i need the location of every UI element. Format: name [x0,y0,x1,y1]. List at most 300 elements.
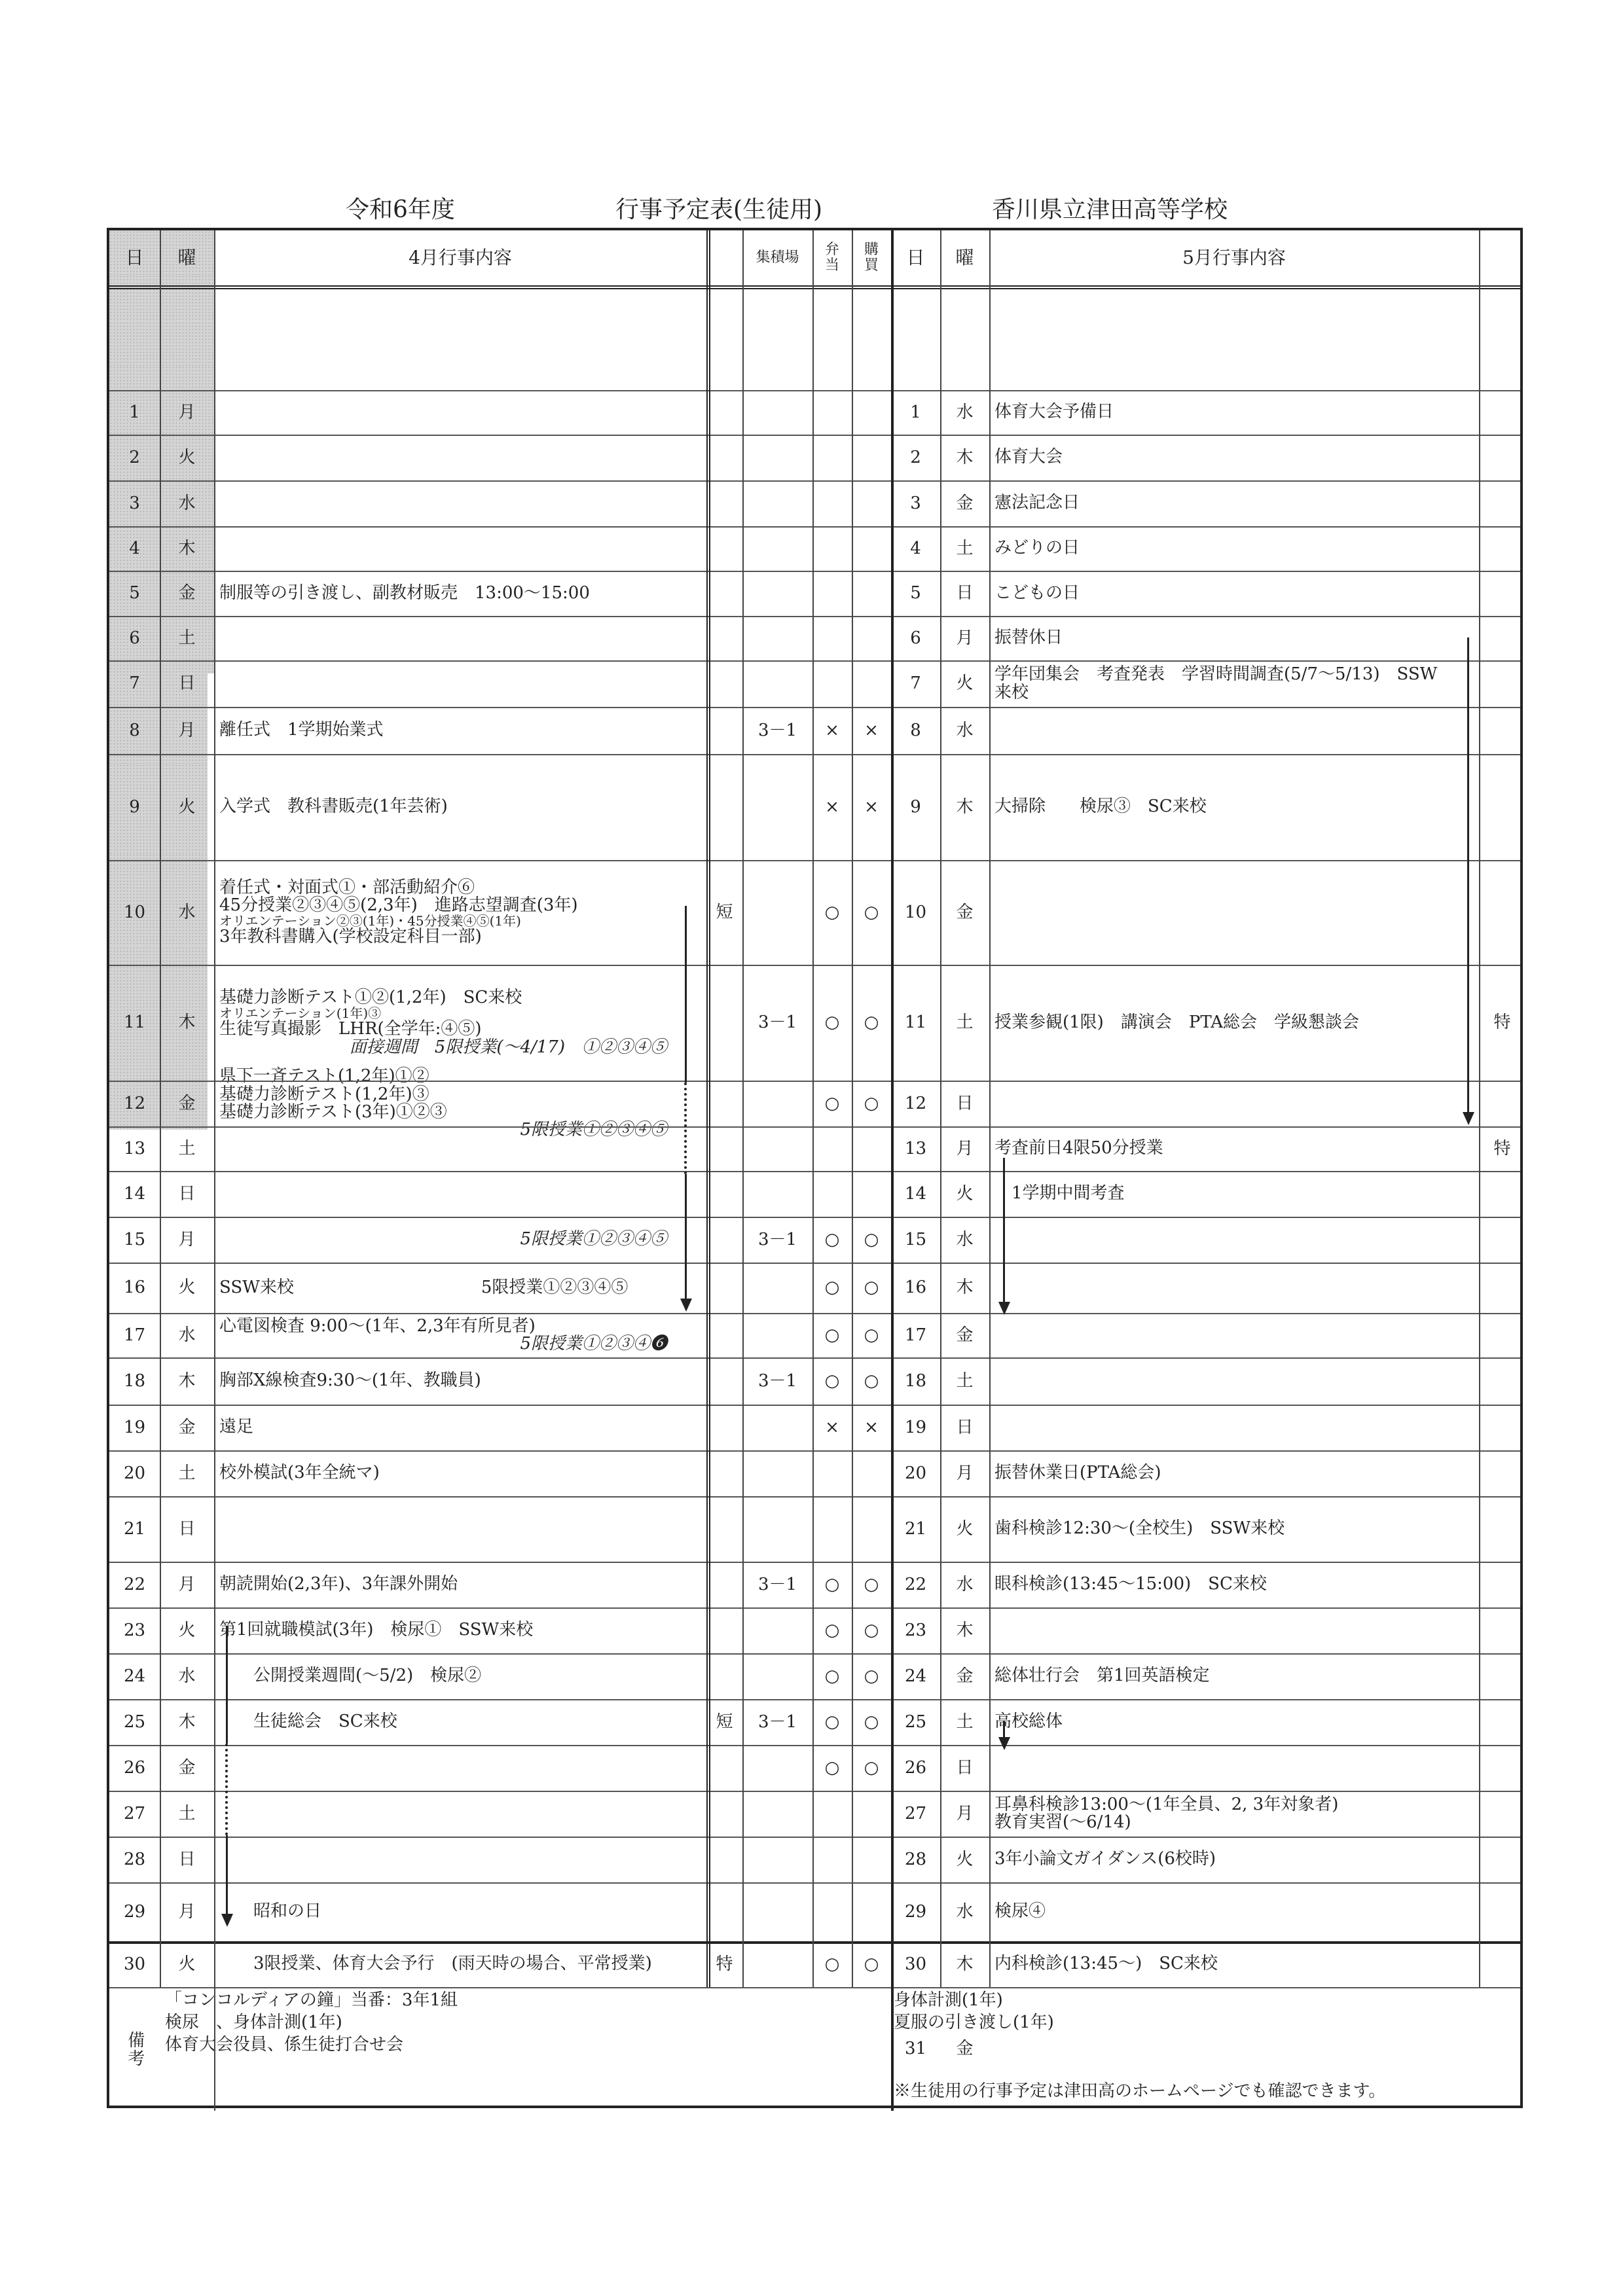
column-header-weekday: 曜 [955,246,974,268]
row-divider [109,526,1520,528]
april-mark [706,1405,742,1450]
assembly-place [742,660,812,707]
april-mark [706,707,742,754]
april-weekday: 火 [178,797,196,817]
may-weekday: 金 [956,1325,974,1345]
event-line: 校外模試(3年全統マ) [219,1463,380,1483]
may-mark [1479,1081,1525,1126]
row-divider [109,754,1520,755]
assembly-place [742,616,812,660]
april-weekday: 月 [178,1901,196,1922]
april-day: 1 [129,402,140,422]
bento-status: ○ [824,1712,840,1732]
event-line: 5限授業①②③④⑤ [520,1229,667,1249]
event-line: 振替休業日(PTA総会) [994,1463,1161,1483]
may-weekday: 日 [956,583,974,603]
bento-status: ○ [824,1757,840,1778]
april-event [214,1450,706,1496]
purchase-status: ○ [864,1666,879,1686]
may-mark [1479,860,1525,965]
event-line: 授業参観(1限) 講演会 PTA総会 学級懇談会 [994,1012,1360,1032]
event-line: 基礎力診断テスト①②(1,2年) SC来校 [219,988,522,1008]
april-weekday: 日 [178,1849,196,1869]
event-line: SSW来校 5限授業①②③④⑤ [219,1277,629,1297]
april-mark [706,390,742,435]
may-weekday: 月 [956,628,974,648]
row-divider [109,1217,1520,1218]
row-divider [109,1607,1520,1609]
event-line: 生徒写真撮影 LHR(全学年:④⑤) [219,1019,482,1039]
column-divider [989,230,991,1987]
may-event [989,616,1479,660]
row-divider [109,1653,1520,1655]
april-weekday: 火 [178,1620,196,1640]
purchase-status [852,616,891,660]
april-event [214,1263,706,1313]
april-event [214,1126,706,1171]
event-line: 生徒総会 SC来校 [219,1712,397,1732]
bento-status: ○ [824,1013,840,1033]
april-mark [706,616,742,660]
column-divider [160,230,161,1987]
april-weekday: 月 [178,1574,196,1594]
april-mark: 短 [716,902,733,922]
bento-status [812,390,852,435]
may-mark [1479,1745,1525,1791]
may-mark [1479,1607,1525,1653]
row-divider [109,1171,1520,1172]
may-weekday: 土 [956,538,974,558]
april-weekday: 火 [178,447,196,467]
bento-status [812,1791,852,1837]
april-event [214,1171,706,1217]
row-divider [109,390,1520,391]
row-divider [109,1699,1520,1700]
may-event [989,965,1479,1081]
note-line: 「コンコルディアの鐘」当番：3年1組 [165,1990,458,2010]
bento-status: ○ [824,1620,840,1640]
purchase-status [852,1126,891,1171]
purchase-status [852,390,891,435]
event-line: 第1回就職模試(3年) 検尿① SSW来校 [219,1620,534,1640]
april-day: 22 [123,1574,146,1594]
april-event [214,1217,706,1263]
arrow-head-icon [998,1302,1010,1315]
april-weekday: 水 [178,1666,196,1686]
note-line: 体育大会役員、係生徒打合せ会 [165,2034,404,2054]
may-event [989,1126,1479,1171]
holiday-shade [109,321,214,366]
april-event [214,707,706,754]
event-line: 5限授業①②③④⑤ [520,1120,667,1140]
assembly-place [742,1126,812,1171]
open-class-week-arrow [226,1626,228,1744]
bento-status [812,435,852,480]
may-event [989,435,1479,480]
may-day: 23 [904,1620,927,1640]
row-divider [109,435,1520,436]
bento-status [812,1171,852,1217]
column-divider [706,230,710,1987]
april-event [214,660,706,707]
bento-status: × [825,1417,839,1437]
event-line: こどもの日 [994,583,1080,603]
may-weekday: 木 [956,1954,974,1974]
april-mark [706,1357,742,1405]
school-name: 香川県立津田高等学校 [992,196,1228,223]
row-divider [109,1791,1520,1792]
may-weekday: 水 [956,1574,974,1594]
event-line: オリエンテーション②③(1年)・45分授業④⑤(1年) [219,913,521,929]
may-weekday: 金 [956,902,974,922]
row-divider [109,1313,1520,1314]
april-mark [706,571,742,616]
may-day: 13 [904,1138,927,1158]
assembly-place [742,1987,812,2111]
may-mark [1479,1450,1525,1496]
april-mark [706,1745,742,1791]
may-event [989,860,1479,965]
may-weekday: 水 [956,1229,974,1249]
event-line: 基礎力診断テスト(1,2年)③ [219,1084,429,1104]
april-event [214,1496,706,1562]
may-event [989,1171,1479,1217]
april-mark [706,1217,742,1263]
april-event [214,1837,706,1882]
event-line: 胸部X線検査9:30～(1年、教職員) [219,1371,481,1391]
april-mark [706,660,742,707]
april-event [214,571,706,616]
may-event [989,390,1479,435]
row-divider [109,1941,1520,1944]
row-divider [109,1450,1520,1452]
may-event [989,1450,1479,1496]
event-line: 朝読開始(2,3年)、3年課外開始 [219,1574,458,1594]
april-weekday: 水 [178,902,196,922]
april-day: 18 [123,1371,146,1391]
may-mark: 特 [1493,1138,1511,1158]
may-weekday: 水 [956,1901,974,1922]
may-day: 15 [904,1229,927,1249]
purchase-status [852,1882,891,1941]
event-line: 3限授業、体育大会予行 (雨天時の場合、平常授業) [219,1954,652,1974]
event-line: 1学期中間考査 [994,1183,1125,1204]
may-day: 3 [910,493,921,513]
may-mark [1479,1357,1525,1405]
assembly-place [742,1882,812,1941]
april-event [214,1405,706,1450]
may-event [989,1745,1479,1791]
april-day: 27 [123,1803,146,1823]
april-event [214,1562,706,1607]
event-line: 県下一斉テスト(1,2年)①② [219,1066,429,1086]
may-weekday: 日 [956,1757,974,1778]
assembly-place [742,1607,812,1653]
bento-status [812,526,852,571]
may-day: 24 [904,1666,927,1686]
may-mark [1479,390,1525,435]
april-weekday: 日 [178,673,196,694]
event-line: 耳鼻科検診13:00～(1年全員、2, 3年対象者) [994,1794,1339,1814]
column-divider [214,230,215,2111]
may-weekday: 月 [956,1463,974,1483]
assembly-place [742,1941,812,1987]
april-weekday: 土 [178,1138,196,1158]
april-mark [706,1653,742,1699]
row-divider [109,1745,1520,1746]
may-day: 27 [904,1803,927,1823]
may-event [989,1882,1479,1941]
may-mark [1479,1562,1525,1607]
may-mark [1479,1313,1525,1357]
assembly-place [742,480,812,526]
interview-week-arrow [685,906,687,1083]
event-line: 内科検診(13:45～) SC来校 [994,1954,1218,1974]
column-divider [812,230,814,1987]
purchase-status [852,571,891,616]
april-mark [706,754,742,860]
event-line: 昭和の日 [219,1901,322,1922]
may-weekday: 水 [956,720,974,740]
event-line: 心電図検査 9:00～(1年、2,3年有所見者) [219,1316,536,1336]
may-day: 16 [904,1278,927,1298]
april-event [214,1607,706,1653]
row-divider [109,965,1520,966]
purchase-status: ○ [864,1712,879,1732]
may-day: 21 [904,1518,927,1539]
fiscal-year: 令和6年度 [346,196,455,223]
event-line: 高校総体 [994,1712,1063,1732]
event-line: 離任式 1学期始業式 [219,720,384,740]
april-weekday: 金 [178,1757,196,1778]
purchase-status: ○ [864,1574,879,1594]
may-day: 10 [904,902,927,922]
event-line: 総体壮行会 第1回英語検定 [994,1666,1210,1686]
event-line: 45分授業②③④⑤(2,3年) 進路志望調査(3年) [219,895,578,915]
row-divider [109,1882,1520,1884]
assembly-place [742,526,812,571]
may-weekday: 火 [956,1849,974,1869]
may-mark: 特 [1493,1013,1511,1033]
bento-status: ○ [824,902,840,922]
arrow-head-icon [998,1737,1010,1750]
column-divider [852,230,853,1987]
column-header-may-events: 5月行事内容 [1182,246,1286,268]
april-event [214,965,706,1081]
may-mark [1479,1837,1525,1882]
event-line: 教育実習(～6/14) [994,1812,1131,1832]
row-divider [109,1496,1520,1498]
may-event [989,1313,1479,1357]
may-weekday: 金 [956,2039,974,2059]
april-weekday: 木 [178,1371,196,1391]
april-event [214,1941,706,1987]
april-day: 2 [129,447,140,467]
april-event [214,1653,706,1699]
row-divider [109,660,1520,662]
event-line: 眼科検診(13:45～15:00) SC来校 [994,1574,1267,1594]
may-weekday: 木 [956,797,974,817]
april-weekday: 金 [178,1417,196,1437]
may-mark [1479,1941,1525,1987]
april-weekday: 月 [178,402,196,422]
april-event [214,390,706,435]
april-day: 13 [123,1138,146,1158]
may-weekday: 金 [956,1666,974,1686]
april-event [214,480,706,526]
assembly-place: 3－1 [757,1712,797,1732]
purchase-status [852,1450,891,1496]
april-day: 23 [123,1620,146,1640]
may-day: 18 [904,1371,927,1391]
may-event [989,754,1479,860]
april-day: 5 [129,583,140,603]
may-weekday: 月 [956,1803,974,1823]
bento-status [812,1837,852,1882]
may-event [989,1405,1479,1450]
april-mark [706,1263,742,1313]
arrow-head-icon [680,1299,692,1312]
may-event [989,526,1479,571]
may-event [989,1263,1479,1313]
row-divider [109,1081,1520,1082]
event-line: 学年団集会 考査発表 学習時間調査(5/7～5/13) SSW [994,664,1438,685]
april-weekday: 月 [178,720,196,740]
assembly-place [742,1450,812,1496]
row-divider [109,1562,1520,1563]
april-day: 9 [129,797,140,817]
may-mark [1479,1882,1525,1941]
april-event [214,1066,706,1140]
purchase-status [852,1987,891,2111]
april-day: 26 [123,1757,146,1778]
event-line: 公開授業週間(～5/2) 検尿② [219,1666,482,1686]
purchase-status: × [864,720,879,740]
may-day: 4 [910,538,921,558]
april-event [214,1699,706,1745]
may-mark [1479,1496,1525,1562]
event-line: 5限授業①②③④❻ [520,1334,667,1354]
april-day: 14 [123,1183,146,1204]
april-weekday: 木 [178,538,196,558]
may-event [989,1791,1479,1837]
may-event [989,1357,1479,1405]
bento-status: ○ [824,1093,840,1113]
row-divider [109,571,1520,572]
may-day: 5 [910,583,921,603]
purchase-status [852,435,891,480]
april-weekday: 日 [178,1518,196,1539]
bento-status: ○ [824,1229,840,1249]
bento-status: ○ [824,1325,840,1345]
april-weekday: 火 [178,1278,196,1298]
april-day: 4 [129,538,140,558]
april-mark [706,1496,742,1562]
assembly-place: 3－1 [757,1013,797,1033]
may-event [989,1562,1479,1607]
purchase-status: ○ [864,1093,879,1113]
row-divider [109,1837,1520,1838]
event-line: 歯科検診12:30～(全校生) SSW来校 [994,1518,1285,1539]
row-divider [109,860,1520,861]
may-mark [1479,1217,1525,1263]
may-mark [1479,707,1525,754]
purchase-status: × [864,797,879,817]
may-weekday: 土 [956,1371,974,1391]
may-mark [1479,1791,1525,1837]
bento-status: ○ [824,1954,840,1974]
april-day: 29 [123,1901,146,1922]
may-day: 19 [904,1417,927,1437]
event-line: 着任式・対面式①・部活動紹介⑥ [219,877,475,897]
midterm-exam-arrow [1003,1158,1005,1305]
column-header-april-events: 4月行事内容 [409,246,512,268]
april-day: 24 [123,1666,146,1686]
may-weekday: 木 [956,1278,974,1298]
purchase-status [852,1791,891,1837]
assembly-place [742,390,812,435]
may-event [989,1081,1479,1126]
may-mark [1479,526,1525,571]
april-day: 25 [123,1712,146,1732]
interview-week-arrow [685,1174,687,1302]
bento-status [812,1882,852,1941]
april-weekday: 土 [178,1463,196,1483]
assembly-place [742,1745,812,1791]
april-mark [706,1081,742,1126]
april-day: 7 [129,673,140,694]
april-weekday: 水 [178,1325,196,1345]
column-header-assembly: 集積場 [756,249,799,266]
april-weekday: 月 [178,1229,196,1249]
event-line: 3年小論文ガイダンス(6校時) [994,1849,1216,1869]
study-survey-arrow [1467,637,1469,1115]
may-day: 9 [910,797,921,817]
purchase-status: ○ [864,1757,879,1778]
row-divider [109,1357,1520,1359]
april-mark [706,965,742,1081]
april-mark [706,1882,742,1941]
april-day: 11 [123,1013,146,1033]
purchase-status: ○ [864,1229,879,1249]
april-event [214,526,706,571]
column-divider [940,230,941,1987]
april-day: 17 [123,1325,146,1345]
may-event [989,707,1479,754]
may-mark [1479,616,1525,660]
april-mark [706,1126,742,1171]
notes-april [165,1990,458,2056]
column-header-purchase: 購買 [864,241,879,274]
column-divider [742,230,744,1987]
row-divider [109,616,1520,617]
may-day: 14 [904,1183,927,1204]
april-day: 8 [129,720,140,740]
assembly-place [742,1313,812,1357]
column-header-bento: 弁当 [824,241,839,274]
bento-status [812,1450,852,1496]
open-class-week-arrow [225,1744,228,1835]
may-mark [1479,1653,1525,1699]
assembly-place: 3－1 [757,1371,797,1391]
column-divider [891,230,894,2111]
may-day: 31 [904,2039,927,2059]
april-day: 21 [123,1518,146,1539]
may-weekday: 日 [956,1093,974,1113]
assembly-place [742,1653,812,1699]
may-day: 2 [910,447,921,467]
april-event [214,1882,706,1941]
